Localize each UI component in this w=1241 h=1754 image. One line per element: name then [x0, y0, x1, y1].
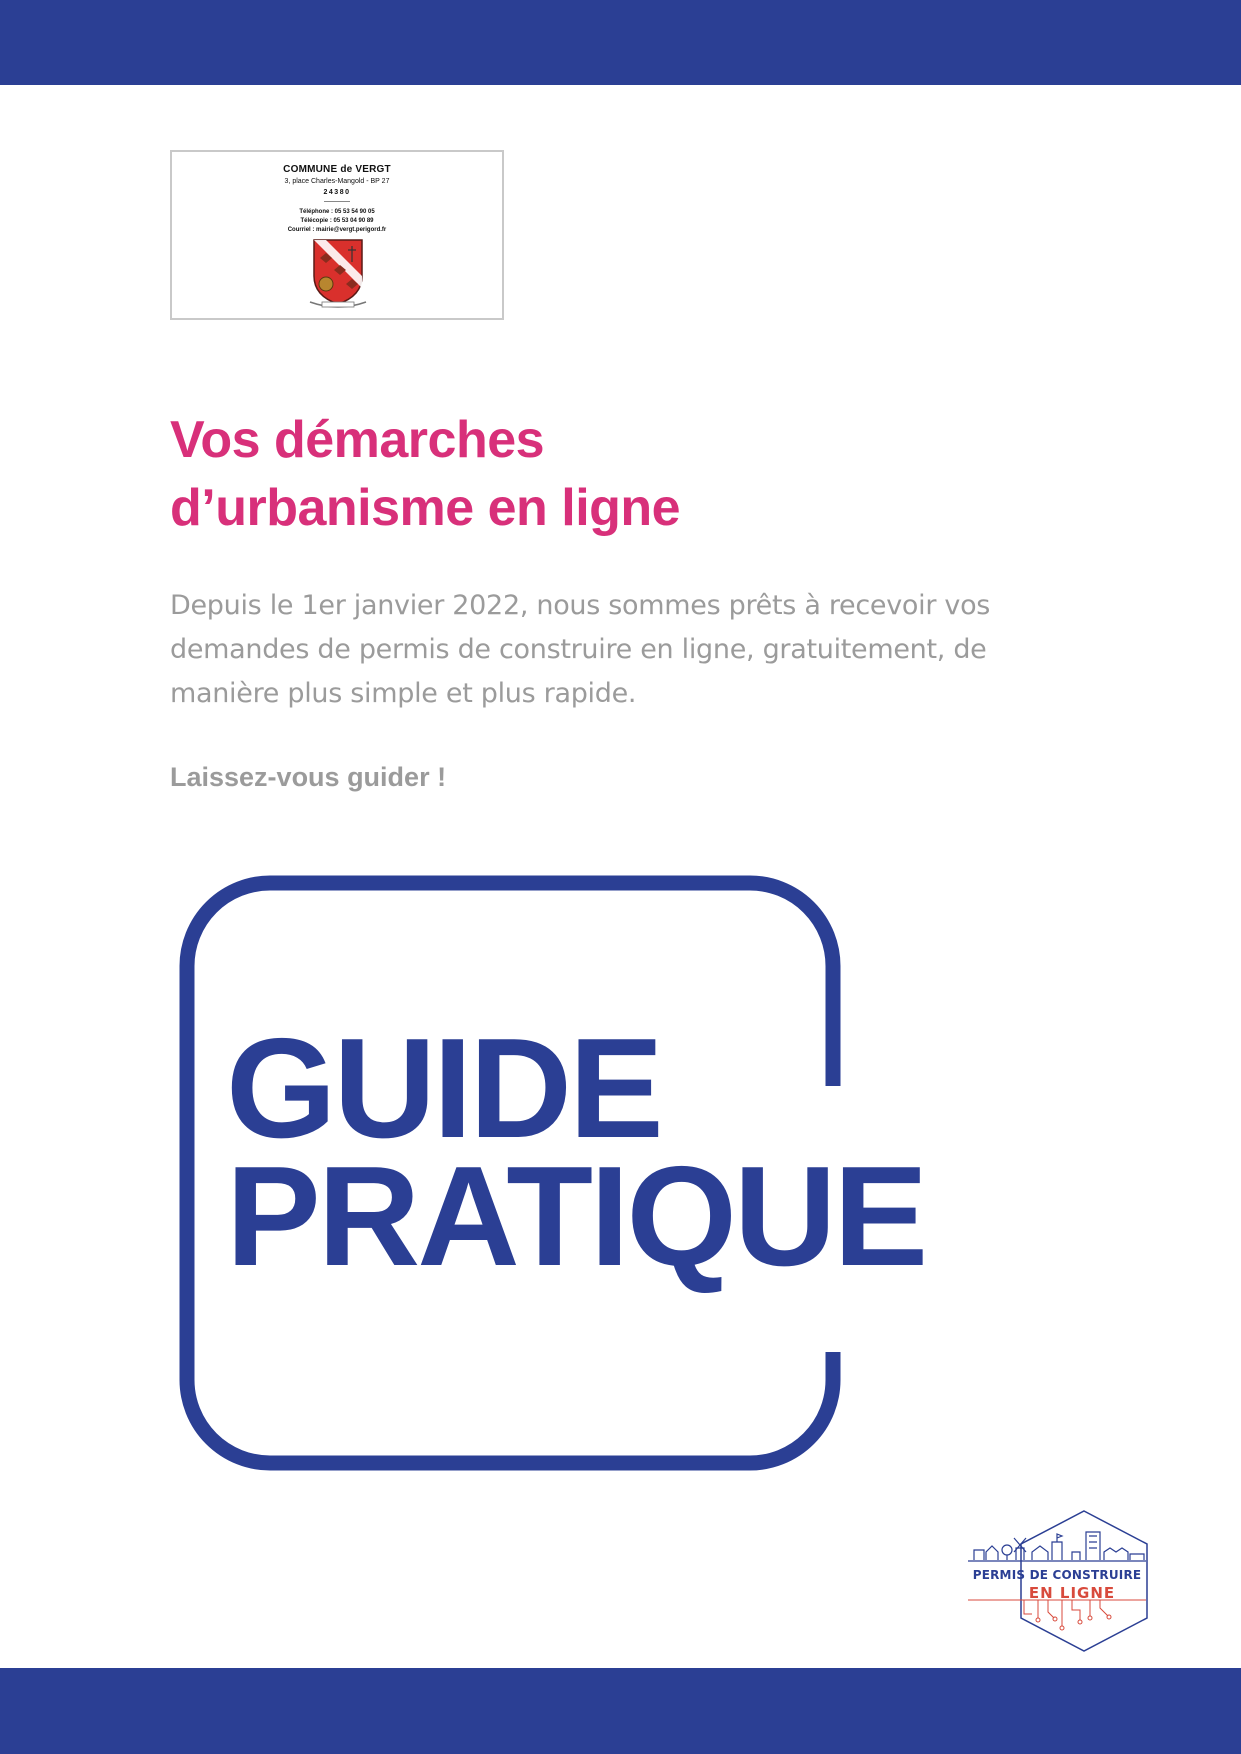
- headline-line-2: d’urbanisme en ligne: [170, 479, 681, 537]
- commune-phone: Téléphone : 05 53 54 90 05: [299, 209, 375, 215]
- guide-title: [226, 1009, 926, 1296]
- guide-title-line-2: PRATIQUE: [226, 1137, 926, 1296]
- headline: [170, 406, 680, 542]
- commune-fax: Télécopie : 05 53 04 90 89: [300, 218, 374, 224]
- bottom-band: [0, 1668, 1241, 1754]
- commune-address: 3, place Charles-Mangold - BP 27: [284, 178, 390, 185]
- guide-title-line-1: GUIDE: [226, 1009, 661, 1168]
- commune-email: Courriel : mairie@vergt.perigord.fr: [287, 227, 387, 233]
- commune-card: [170, 150, 504, 320]
- commune-postcode: 24380: [323, 189, 351, 196]
- call-to-action: Laissez-vous guider !: [170, 762, 447, 792]
- headline-line-1: Vos démarches: [170, 411, 545, 469]
- logo-line-1: PERMIS DE CONSTRUIRE: [972, 1568, 1142, 1582]
- commune-title: COMMUNE de VERGT: [283, 164, 391, 175]
- intro-paragraph: Depuis le 1er janvier 2022, nous sommes prêts à recevoir vos demandes de permis de construire en ligne, gratuitement, de manière plus simple et plus rapide.: [170, 590, 991, 709]
- logo-line-2: EN LIGNE: [1028, 1584, 1116, 1602]
- card-divider: [324, 201, 350, 202]
- coat-of-arms-icon: [308, 236, 368, 310]
- top-band: [0, 0, 1241, 85]
